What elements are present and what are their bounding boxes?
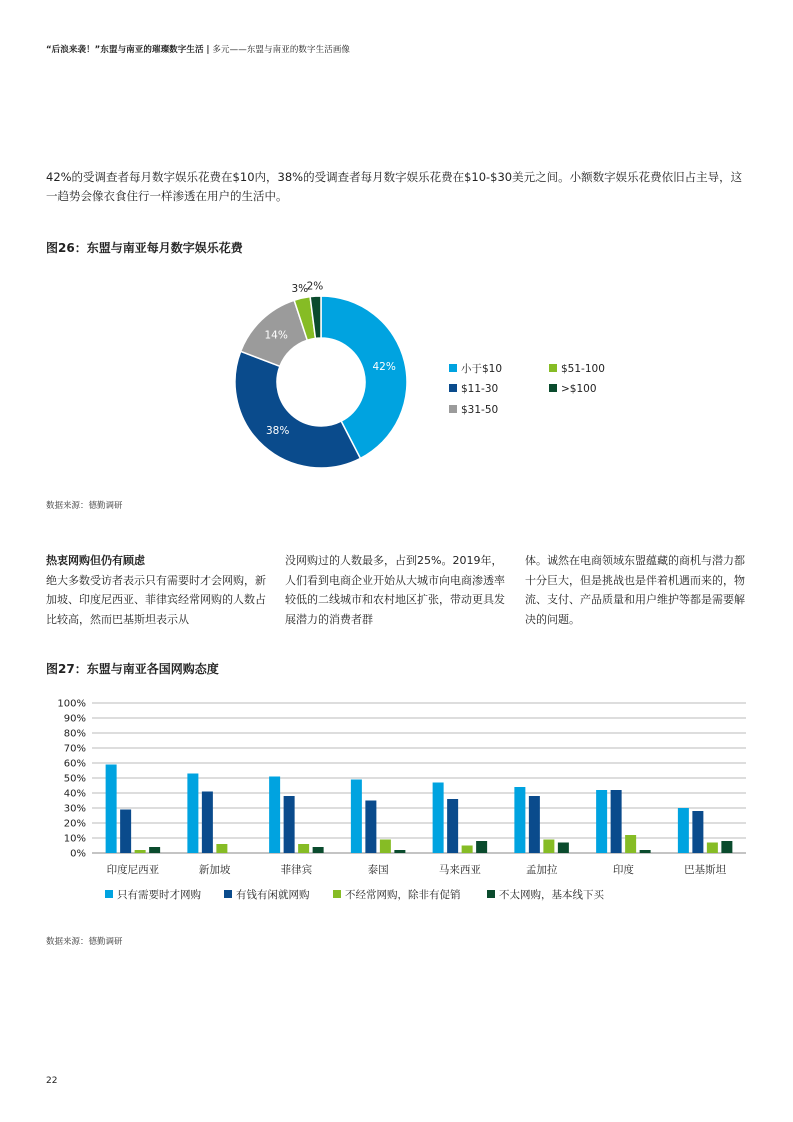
legend-swatch [449, 364, 457, 372]
page-header [46, 43, 350, 55]
bar [611, 790, 622, 853]
bar [514, 787, 525, 853]
bar [313, 847, 324, 853]
figure-27-title: 图27：东盟与南亚各国网购态度 [46, 662, 219, 676]
bar [202, 792, 213, 854]
bar [269, 777, 280, 854]
legend-label: 小于$10 [461, 363, 503, 375]
bar [216, 844, 227, 853]
y-tick-label: 40% [63, 788, 86, 800]
article-column-3 [525, 551, 751, 629]
y-tick-label: 50% [63, 773, 86, 785]
report-title: “后浪来袭！”东盟与南亚的璀璨数字生活 [46, 45, 204, 55]
x-tick-label: 马来西亚 [438, 864, 481, 876]
legend-label: $31-50 [461, 404, 499, 416]
intro-paragraph: 42%的受调查者每月数字娱乐花费在$10内，38%的受调查者每月数字娱乐花费在$10-$30美元之间。小额数字娱乐花费依旧占主导，这一趋势会像衣食住行一样渗透在用户的生活中。 [46, 170, 743, 203]
bar [106, 765, 117, 854]
y-tick-label: 70% [63, 743, 86, 755]
article-text-3: 体。诚然在电商领域东盟蕴藏的商机与潜力都十分巨大，但是挑战也是伴着机遇而来的，物流、支付、产品质量和用户维护等都是需要解决的问题。 [525, 554, 745, 626]
x-tick-label: 孟加拉 [525, 864, 558, 876]
x-tick-label: 印度 [612, 864, 634, 876]
article-column-1 [46, 551, 272, 629]
bar [558, 843, 569, 854]
page-number: 22 [46, 1076, 58, 1086]
y-tick-label: 30% [63, 803, 86, 815]
y-tick-label: 80% [63, 728, 86, 740]
bar [707, 843, 718, 854]
y-tick-label: 60% [63, 758, 86, 770]
bar [380, 840, 391, 854]
bar [433, 783, 444, 854]
bar [284, 796, 295, 853]
bar [543, 840, 554, 854]
figure-26-title: 图26：东盟与南亚每月数字娱乐花费 [46, 241, 243, 255]
bar [120, 810, 131, 854]
y-tick-label: 100% [57, 698, 86, 710]
legend-label: 不太网购，基本线下买 [499, 889, 604, 901]
figure-26-source: 数据来源：德勤调研 [46, 501, 123, 511]
legend-swatch [224, 890, 232, 898]
legend-swatch [487, 890, 495, 898]
y-tick-label: 0% [70, 848, 86, 860]
article-text-1: 绝大多数受访者表示只有需要时才会网购，新加坡、印度尼西亚、菲律宾经常网购的人数占比较高，然而巴基斯坦表示从 [46, 573, 266, 626]
x-tick-label: 印度尼西亚 [106, 864, 160, 876]
bar [187, 774, 198, 854]
article-heading: 热衷网购但仍有顾虑 [46, 554, 145, 567]
x-tick-label: 泰国 [367, 864, 389, 876]
header-separator: | [206, 45, 210, 55]
legend-label: >$100 [561, 383, 597, 395]
legend-swatch [333, 890, 341, 898]
article-text-2: 没网购过的人数最多，占到25%。2019年，人们看到电商企业开始从大城市向电商渗透率较低的二线城市和农村地区扩张，带动更具发展潜力的消费者群 [285, 554, 505, 626]
bar [462, 846, 473, 854]
slice-label: 42% [372, 361, 396, 374]
bar [692, 811, 703, 853]
y-tick-label: 20% [63, 818, 86, 830]
y-tick-label: 90% [63, 713, 86, 725]
bar [678, 808, 689, 853]
bar [721, 841, 732, 853]
article-column-2 [285, 551, 511, 629]
legend-swatch [105, 890, 113, 898]
legend-swatch [449, 405, 457, 413]
bar [596, 790, 607, 853]
legend-label: 只有需要时才网购 [117, 889, 201, 901]
bar [640, 850, 651, 853]
legend-label: $11-30 [461, 383, 499, 395]
legend-label: 不经常网购，除非有促销 [345, 889, 461, 901]
bar [351, 780, 362, 854]
slice-label: 3% [291, 282, 309, 295]
bar [365, 801, 376, 854]
bar [447, 799, 458, 853]
legend-label: 有钱有闲就网购 [236, 889, 310, 901]
bar [298, 844, 309, 853]
slice-label: 14% [264, 329, 288, 342]
legend-swatch [549, 384, 557, 392]
donut-slice [235, 351, 360, 468]
y-tick-label: 10% [63, 833, 86, 845]
bar [149, 847, 160, 853]
bar [135, 850, 146, 853]
figure-27-source: 数据来源：德勤调研 [46, 937, 123, 947]
legend-swatch [449, 384, 457, 392]
x-tick-label: 巴基斯坦 [684, 864, 727, 876]
slice-label: 38% [265, 424, 290, 437]
bar [625, 835, 636, 853]
legend-swatch [549, 364, 557, 372]
bar [394, 850, 405, 853]
donut-chart [0, 270, 793, 495]
x-tick-label: 新加坡 [198, 864, 231, 876]
bar [476, 841, 487, 853]
section-title: 多元——东盟与南亚的数字生活画像 [212, 45, 351, 55]
bar [529, 796, 540, 853]
slice-label: 2% [306, 280, 324, 293]
x-tick-label: 菲律宾 [280, 864, 313, 876]
legend-label: $51-100 [561, 363, 605, 375]
bar-chart [0, 690, 793, 915]
